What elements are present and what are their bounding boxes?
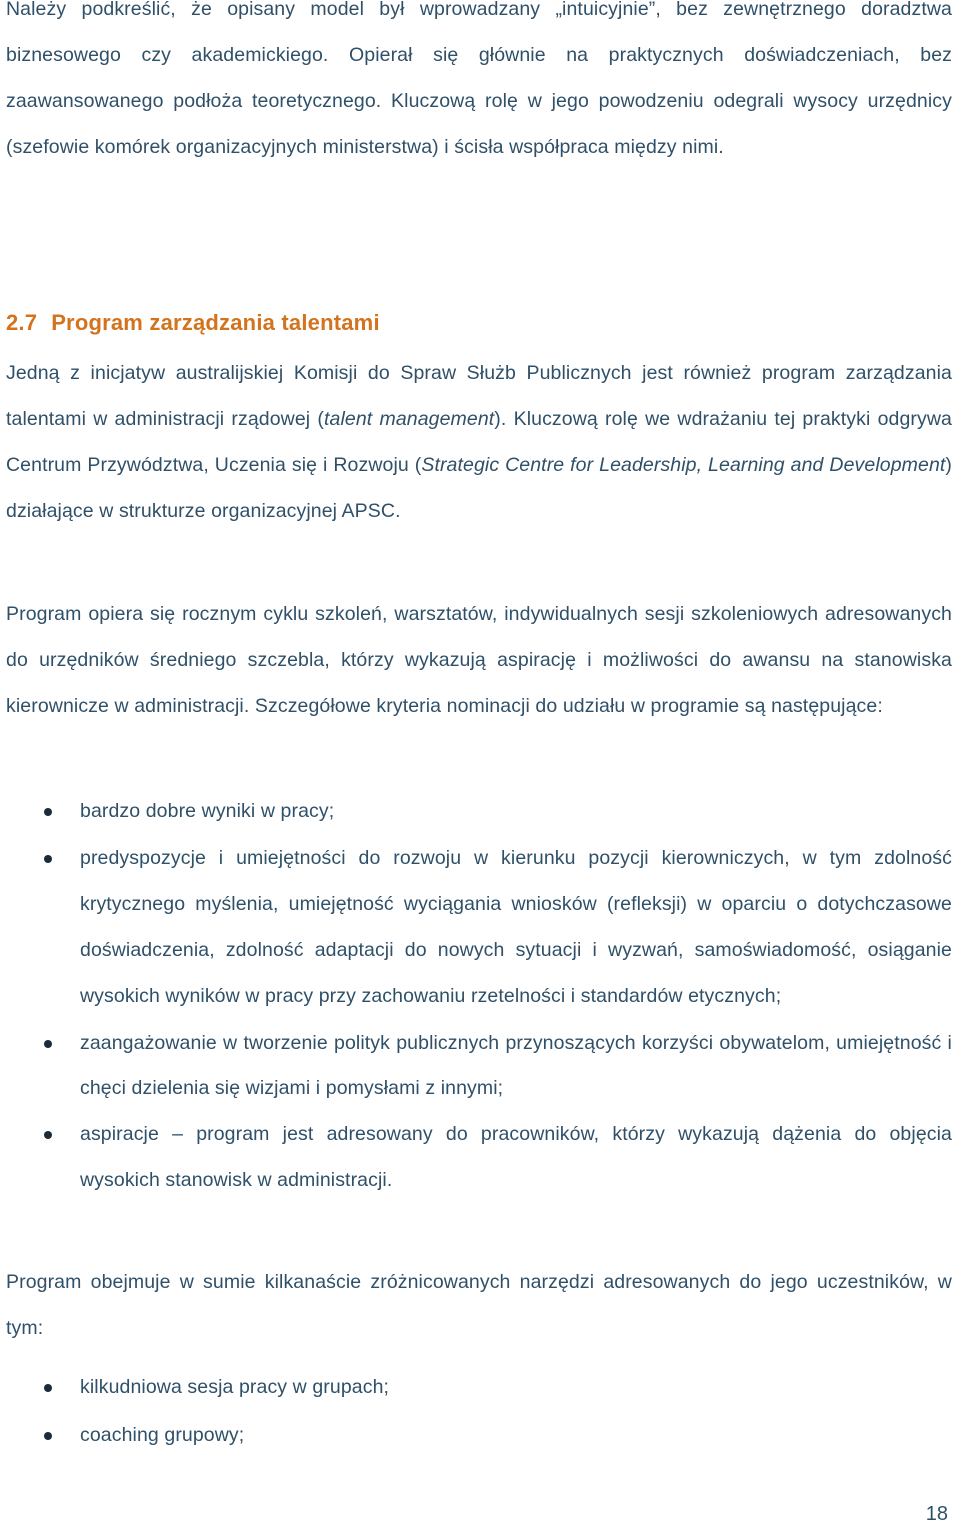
list-item: aspiracje – program jest adresowany do pracowników, którzy wykazują dążenia do objęcia wysokich stanowisk w administracji. — [0, 1112, 952, 1204]
page-number: 18 — [925, 1503, 948, 1525]
paragraph-text: ) działające w strukturze organizacyjnej APSC. — [6, 453, 952, 522]
tools-list — [0, 1365, 952, 1459]
section-heading — [6, 303, 380, 343]
bullet-icon — [44, 1432, 52, 1440]
italic-term: talent management — [324, 407, 495, 430]
list-item: coaching grupowy; — [0, 1413, 952, 1459]
tools-intro-paragraph: Program obejmuje w sumie kilkanaście zróżnicowanych narzędzi adresowanych do jego uczestników, w tym: — [6, 1271, 952, 1339]
bullet-icon — [44, 855, 52, 863]
paragraph-text: ). Kluczową rolę we wdrażaniu tej praktyki odgrywa Centrum Przywództwa, Uczenia się i Rozwoju ( — [6, 407, 952, 476]
talent-program-paragraph — [6, 351, 952, 535]
nomination-criteria-list — [0, 789, 952, 1204]
section-title: Program zarządzania talentami — [51, 310, 380, 335]
list-item: bardzo dobre wyniki w pracy; — [0, 789, 952, 835]
program-description-paragraph: Program opiera się rocznym cyklu szkoleń, warsztatów, indywidualnych sesji szkoleniowych adresowanych do urzędników średniego szczebla, którzy wykazują aspirację i możliwości do awansu na stanowiska kierownicze w administracji. Szczegółowe kryteria nominacji do udziału w programie są następujące: — [6, 603, 952, 717]
intro-paragraph: Należy podkreślić, że opisany model był wprowadzany „intuicyjnie”, bez zewnętrznego doradztwa biznesowego czy akademickiego. Opierał się głównie na praktycznych doświadczeniach, bez zaawansowanego podłoża teoretycznego. Kluczową rolę w jego powodzeniu odegrali wysocy urzędnicy (szefowie komórek organizacyjnych ministerstwa) i ścisła współpraca między nimi. — [6, 0, 952, 158]
list-item: kilkudniowa sesja pracy w grupach; — [0, 1365, 952, 1411]
paragraph-text: Jedną z inicjatyw australijskiej Komisji do Spraw Służb Publicznych jest również program zarządzania talentami w administracji rządowej ( — [6, 362, 952, 430]
bullet-icon — [44, 1131, 52, 1139]
section-number: 2.7 — [6, 310, 38, 335]
bullet-icon — [44, 808, 52, 816]
list-item: predyspozycje i umiejętności do rozwoju w kierunku pozycji kierowniczych, w tym zdolność krytycznego myślenia, umiejętność wyciągania wniosków (refleksji) w oparciu o dotychczasowe doświadczenia, zdolność adaptacji do nowych sytuacji i wyzwań, samoświadomość, osiąganie wysokich wyników w pracy przy zachowaniu rzetelności i standardów etycznych; — [0, 836, 952, 1020]
bullet-icon — [44, 1384, 52, 1392]
list-item: zaangażowanie w tworzenie polityk publicznych przynoszących korzyści obywatelom, umiejętność i chęci dzielenia się wizjami i pomysłami z innymi; — [0, 1021, 952, 1113]
italic-term: Strategic Centre for Leadership, Learning and Development — [421, 453, 946, 476]
bullet-icon — [44, 1040, 52, 1048]
